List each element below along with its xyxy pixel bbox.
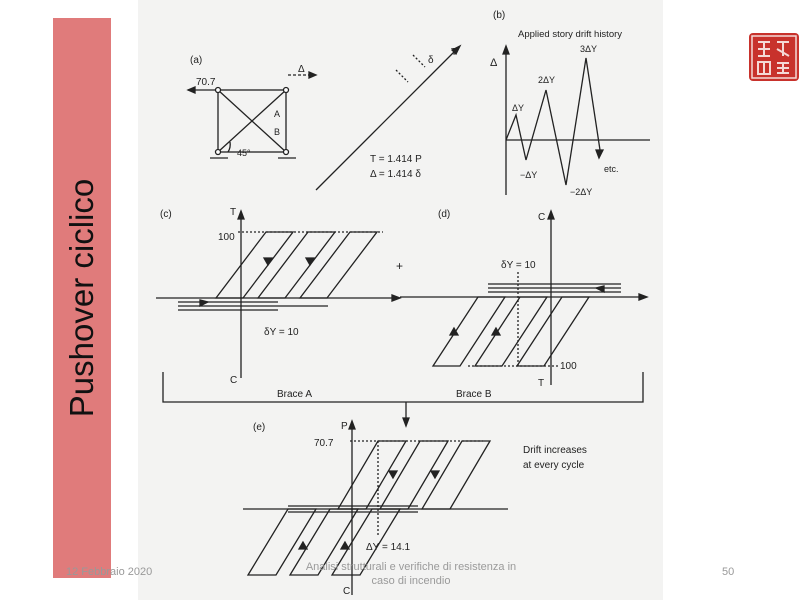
plus-sign: + <box>396 259 404 273</box>
page-number: 50 <box>722 566 735 578</box>
panel-a-small-delta: δ <box>428 55 434 66</box>
panel-b-title: Applied story drift history <box>518 29 623 40</box>
slide-title: Pushover ciclico <box>63 178 100 418</box>
panel-e-note2: at every cycle <box>523 460 585 471</box>
panel-b-label: (b) <box>493 10 506 21</box>
brace-b-caption: Brace B <box>456 389 492 400</box>
panel-c-bottom: C <box>230 375 238 386</box>
panel-d-level: 100 <box>560 361 577 372</box>
panel-e-label: (e) <box>253 422 266 433</box>
brace-a-caption: Brace A <box>277 389 313 400</box>
footer-line-2: caso di incendio <box>371 575 451 587</box>
panel-b-p3: 3ΔY <box>580 44 598 54</box>
panel-c-level: 100 <box>218 232 235 243</box>
panel-c-top: T <box>230 207 237 218</box>
panel-a-label: (a) <box>190 55 203 66</box>
panel-d-top: C <box>538 212 546 223</box>
slide-date: 12 Febbraio 2020 <box>66 566 153 578</box>
panel-a-eq2: Δ = 1.414 δ <box>370 169 421 180</box>
red-seal-logo-icon <box>749 33 799 81</box>
panel-a-angle: 45° <box>237 148 251 158</box>
footer-line-1: Analisi strutturali e verifiche di resistenza in <box>305 561 517 573</box>
panel-a-t-label: T <box>451 47 458 58</box>
panel-e-level: 70.7 <box>314 438 334 449</box>
panel-a-delta: Δ <box>298 64 305 75</box>
slide-footer <box>281 560 541 588</box>
panel-b-n1: −ΔY <box>520 170 538 180</box>
panel-b-p1: ΔY <box>512 103 525 113</box>
panel-d-dy: δY = 10 <box>501 260 536 271</box>
brace-a-hysteresis <box>156 211 400 378</box>
panel-c-label: (c) <box>160 209 172 220</box>
brace-b-hysteresis <box>400 211 647 385</box>
panel-e-dy: ΔY = 14.1 <box>366 542 411 553</box>
panel-d-label: (d) <box>438 209 451 220</box>
panel-d-bottom: T <box>538 378 545 389</box>
panel-e-top: P <box>341 421 348 432</box>
panel-a-eq1: T = 1.414 P <box>370 154 422 165</box>
panel-b-etc: etc. <box>604 164 619 174</box>
panel-b-p2: 2ΔY <box>538 75 556 85</box>
panel-a-brace-a: A <box>274 109 281 119</box>
panel-a-brace-b: B <box>274 127 281 137</box>
panel-b-axis: Δ <box>490 57 498 69</box>
panel-e-note1: Drift increases <box>523 445 587 456</box>
panel-a-frame <box>188 55 316 158</box>
hysteresis-figure <box>138 0 663 600</box>
panel-e-bottom: C <box>343 586 351 597</box>
panel-a-load: 70.7 <box>196 77 216 88</box>
panel-c-dy: δY = 10 <box>264 327 299 338</box>
panel-b-n2: −2ΔY <box>570 187 593 197</box>
